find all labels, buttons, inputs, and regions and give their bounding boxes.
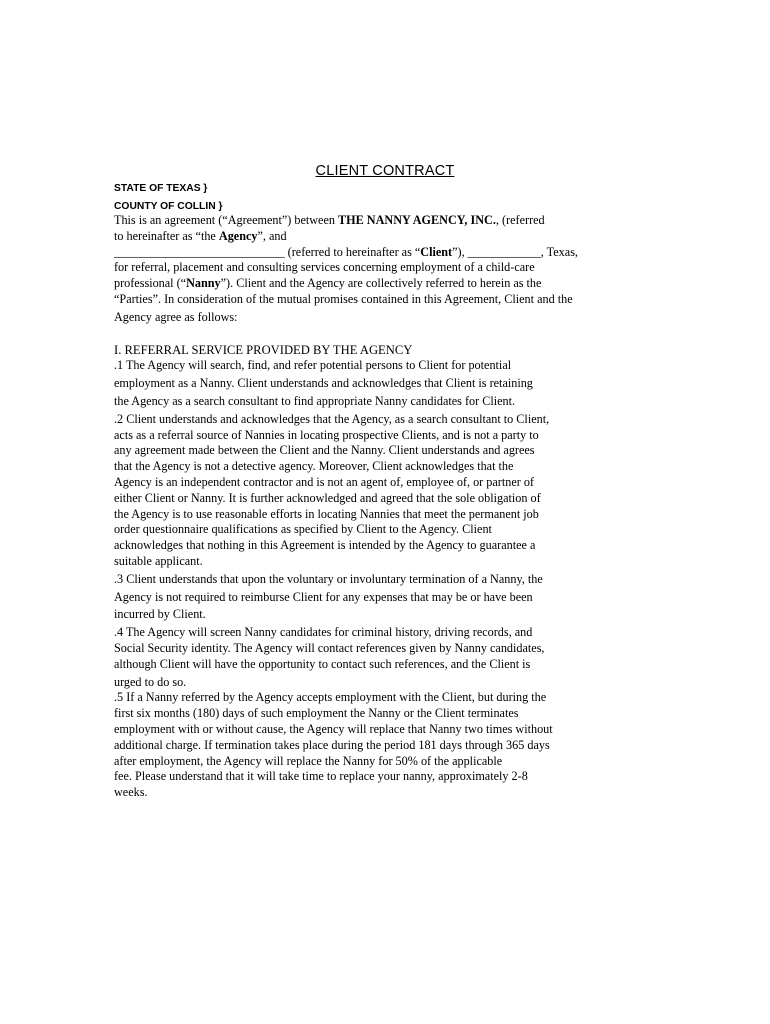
text: professional (“ [114, 276, 187, 291]
text: ”, and [257, 228, 287, 243]
paragraph-line: incurred by Client. [114, 607, 206, 622]
client-term: Client [420, 244, 453, 259]
county-line: COUNTY OF COLLIN } [114, 201, 223, 212]
nanny-term: Nanny [186, 276, 221, 291]
paragraph-line: Social Security identity. The Agency will contact references given by Nanny candidates, [114, 640, 545, 655]
intro-line [114, 213, 674, 229]
paragraph-line: order questionnaire qualifications as specified by Client to the Agency. Client [114, 522, 492, 537]
paragraph-2 [114, 412, 674, 570]
paragraph-line: .2 Client understands and acknowledges that the Agency, as a search consultant to Client, [114, 411, 550, 426]
section-heading: I. REFERRAL SERVICE PROVIDED BY THE AGENCY [114, 342, 413, 357]
state-line: STATE OF TEXAS } [114, 183, 208, 194]
paragraph-line: acts as a referral source of Nannies in locating prospective Clients, and is not a party to [114, 427, 539, 442]
paragraph-line: any agreement made between the Client and the Nanny. Client understands and agrees [114, 443, 535, 458]
paragraph-5 [114, 690, 674, 801]
intro-line: “Parties”. In consideration of the mutual promises contained in this Agreement, Client and the [114, 291, 573, 306]
page-title: CLIENT CONTRACT [315, 163, 455, 179]
intro-line: for referral, placement and consulting services concerning employment of a child-care [114, 260, 535, 275]
paragraph-line: additional charge. If termination takes place during the period 181 days through 365 days [114, 737, 550, 752]
text: , (referred [495, 213, 545, 227]
text: ”), ____________, Texas, [452, 244, 578, 259]
paragraph-line: .5 If a Nanny referred by the Agency accepts employment with the Client, but during the [114, 690, 547, 705]
paragraph-line: fee. Please understand that it will take time to replace your nanny, approximately 2-8 [114, 769, 528, 784]
paragraph-line: Agency is an independent contractor and is not an agent of, employee of, or partner of [114, 474, 534, 489]
agency-term: Agency [218, 228, 258, 243]
paragraph-line: weeks. [114, 785, 148, 800]
paragraph-line: the Agency as a search consultant to find appropriate Nanny candidates for Client. [114, 393, 516, 408]
paragraph-line: employment as a Nanny. Client understands and acknowledges that Client is retaining [114, 376, 533, 391]
paragraph-1 [114, 358, 674, 409]
paragraph-line: although Client will have the opportunity to contact such references, and the Client is [114, 656, 531, 671]
paragraph-3 [114, 572, 674, 623]
paragraph-line: after employment, the Agency will replace the Nanny for 50% of the applicable [114, 753, 503, 768]
intro-line: Agency agree as follows: [114, 309, 238, 324]
text: to hereinafter as “the [114, 228, 219, 243]
paragraph-line: first six months (180) days of such employment the Nanny or the Client terminates [114, 706, 519, 721]
paragraph-line: employment with or without cause, the Agency will replace that Nanny two times without [114, 721, 553, 736]
intro-line [114, 229, 674, 245]
text: ____________________________ (referred to hereinafter as “ [114, 244, 421, 259]
paragraph-line: that the Agency is not a detective agency. Moreover, Client acknowledges that the [114, 459, 514, 474]
paragraph-line: .4 The Agency will screen Nanny candidates for criminal history, driving records, and [114, 625, 533, 640]
paragraph-line: urged to do so. [114, 674, 187, 689]
intro-line [114, 245, 674, 261]
agency-name: THE NANNY AGENCY, INC. [338, 213, 496, 227]
text: This is an agreement (“Agreement”) between [114, 213, 339, 227]
paragraph-line: suitable applicant. [114, 553, 203, 568]
paragraph-line: the Agency is to use reasonable efforts in locating Nannies that meet the permanent job [114, 506, 539, 521]
intro-paragraph [114, 213, 674, 801]
paragraph-line: .3 Client understands that upon the voluntary or involuntary termination of a Nanny, the [114, 571, 543, 586]
text: ”). Client and the Agency are collectively referred to herein as the [220, 276, 542, 291]
intro-line [114, 276, 674, 292]
paragraph-line: acknowledges that nothing in this Agreement is intended by the Agency to guarantee a [114, 538, 536, 553]
paragraph-line: either Client or Nanny. It is further acknowledged and agreed that the sole obligation of [114, 490, 541, 505]
paragraph-4 [114, 625, 674, 690]
paragraph-line: Agency is not required to reimburse Client for any expenses that may be or have been [114, 589, 533, 604]
paragraph-line: .1 The Agency will search, find, and refer potential persons to Client for potential [114, 358, 512, 373]
